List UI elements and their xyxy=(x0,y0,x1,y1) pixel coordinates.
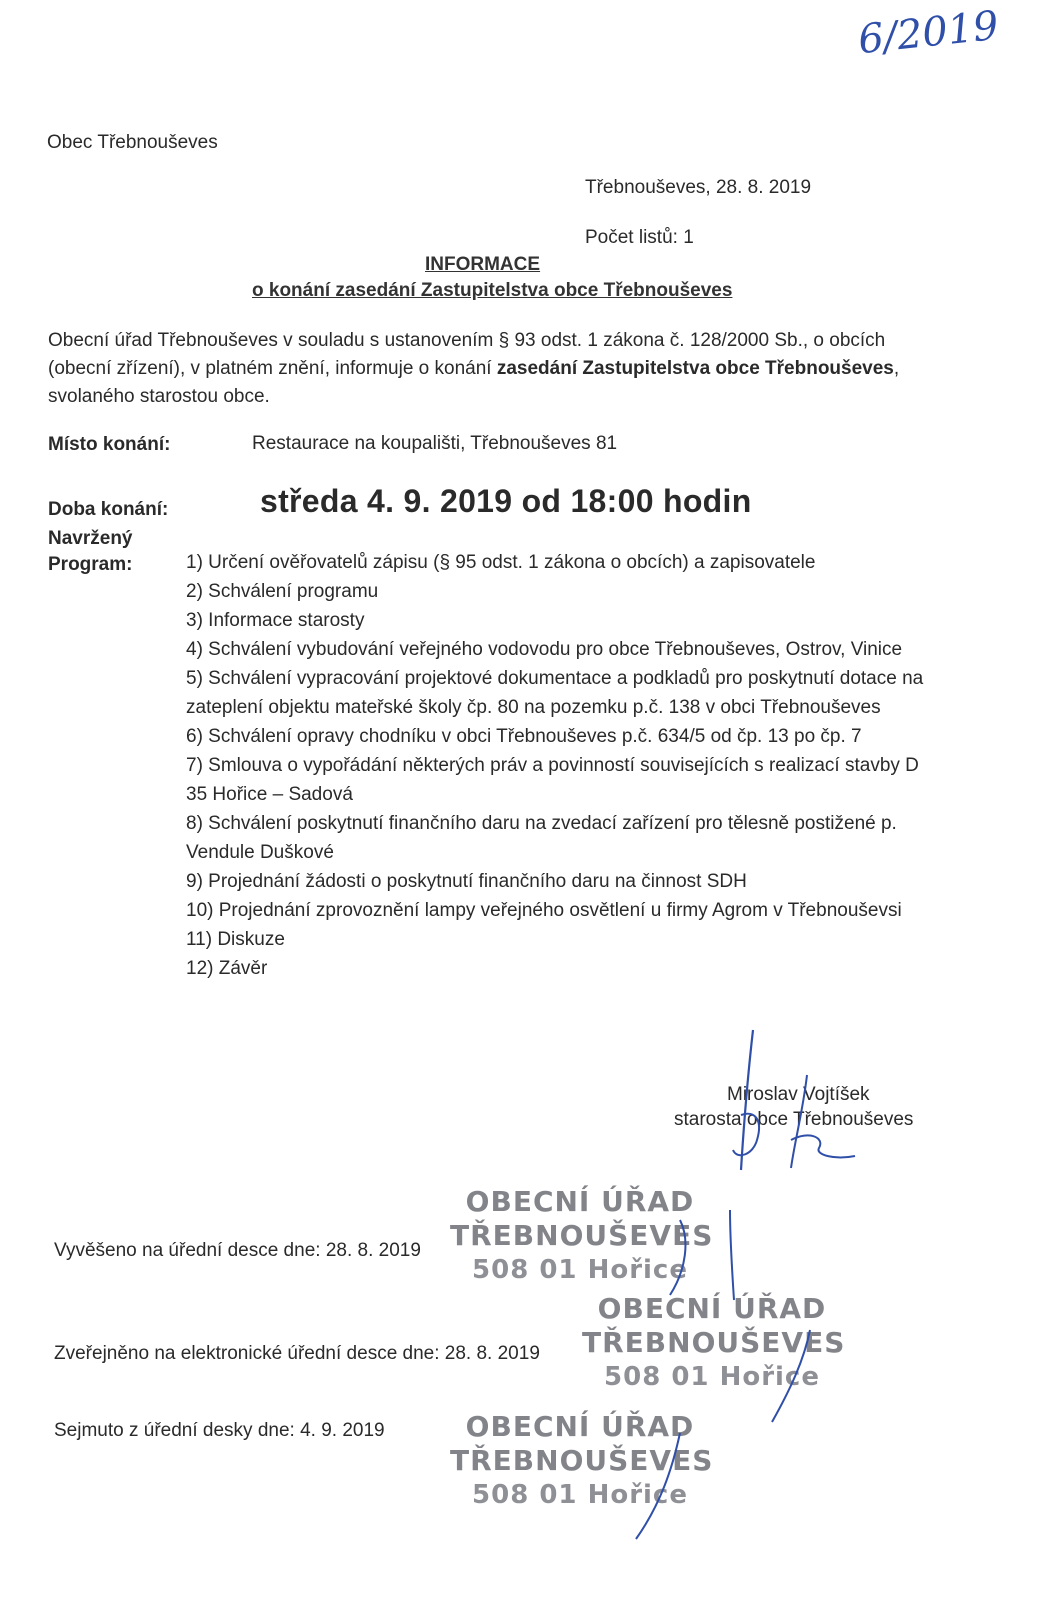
stamp-line2: TŘEBNOUŠEVES xyxy=(582,1326,846,1359)
initials-mark xyxy=(620,1425,700,1545)
signatory-role: starosta obce Třebnouševes xyxy=(674,1109,914,1130)
program-label-line2: Program: xyxy=(48,554,133,575)
intro-paragraph xyxy=(48,327,928,411)
document-subtitle: o konání zasedání Zastupitelstva obce Třebnouševes xyxy=(252,280,733,301)
document-title: INFORMACE xyxy=(425,254,541,275)
pages-count: Počet listů: 1 xyxy=(585,227,694,248)
signatory-name: Miroslav Vojtíšek xyxy=(727,1084,870,1105)
program-item: 8) Schválení poskytnutí finančního daru na zvedací zařízení pro tělesně postižené p. Vendule Duškové xyxy=(186,813,897,863)
removed-line: Sejmuto z úřední desky dne: 4. 9. 2019 xyxy=(54,1420,385,1441)
stamp-line2: TŘEBNOUŠEVES xyxy=(450,1219,714,1252)
stamp-line1: OBECNÍ ÚŘAD xyxy=(597,1292,827,1325)
stamp-line3: 508 01 Hořice xyxy=(472,1255,688,1285)
program-item: 11) Diskuze xyxy=(186,929,285,950)
program-item: 9) Projednání žádosti o poskytnutí finančního daru na činnost SDH xyxy=(186,871,747,892)
program-item: 2) Schválení programu xyxy=(186,581,379,602)
handwritten-reference: 6/2019 xyxy=(855,2,1001,64)
posted-line: Vyvěšeno na úřední desce dne: 28. 8. 2019 xyxy=(54,1240,421,1261)
initials-mark xyxy=(650,1200,760,1310)
intro-text: Obecní úřad Třebnouševes v souladu s ustanovením § 93 odst. 1 zákona č. 128/2000 Sb., o obcích (obecní zřízení), v platném znění, informuje o konání xyxy=(48,330,886,379)
intro-bold-text: zasedání Zastupitelstva obce Třebnouševes xyxy=(496,358,894,379)
stamp-line3: 508 01 Hořice xyxy=(604,1362,820,1392)
published-line: Zveřejněno na elektronické úřední desce dne: 28. 8. 2019 xyxy=(54,1343,540,1364)
program-item: 6) Schválení opravy chodníku v obci Třebnouševes p.č. 634/5 od čp. 13 po čp. 7 xyxy=(186,726,862,747)
program-item: 1) Určení ověřovatelů zápisu (§ 95 odst. 1 zákona o obcích) a zapisovatele xyxy=(186,552,816,573)
place-value: Restaurace na koupališti, Třebnouševes 81 xyxy=(252,433,618,454)
initials-mark xyxy=(760,1320,830,1430)
stamp-line3: 508 01 Hořice xyxy=(472,1480,688,1510)
time-label: Doba konání: xyxy=(48,499,169,520)
program-item: 4) Schválení vybudování veřejného vodovodu pro obce Třebnouševes, Ostrov, Vinice xyxy=(186,639,903,660)
program-item: 7) Smlouva o vypořádání některých práv a povinností souvisejících s realizací stavby D 35 Hořice – Sadová xyxy=(186,755,919,805)
program-item: 5) Schválení vypracování projektové dokumentace a podkladů pro poskytnutí dotace na zateplení objektu mateřské školy čp. 80 na pozemku p.č. 138 v obci Třebnouševes xyxy=(186,668,924,718)
program-list xyxy=(186,548,926,983)
intro-text-end: , svolaného starostou obce. xyxy=(48,358,900,407)
stamp-line1: OBECNÍ ÚŘAD xyxy=(465,1410,695,1443)
program-item: 10) Projednání zprovoznění lampy veřejného osvětlení u firmy Agrom v Třebnouševsi xyxy=(186,900,902,921)
date-line: Třebnouševes, 28. 8. 2019 xyxy=(585,177,812,198)
municipality-name: Obec Třebnouševes xyxy=(47,132,218,153)
stamp-line2: TŘEBNOUŠEVES xyxy=(450,1444,714,1477)
handwritten-signature xyxy=(715,1020,875,1180)
program-label-line1: Navržený xyxy=(48,528,133,549)
stamp-line1: OBECNÍ ÚŘAD xyxy=(465,1185,695,1218)
place-label: Místo konání: xyxy=(48,434,171,455)
time-value: středa 4. 9. 2019 od 18:00 hodin xyxy=(260,483,752,519)
program-item: 12) Závěr xyxy=(186,958,268,979)
program-item: 3) Informace starosty xyxy=(186,610,365,631)
